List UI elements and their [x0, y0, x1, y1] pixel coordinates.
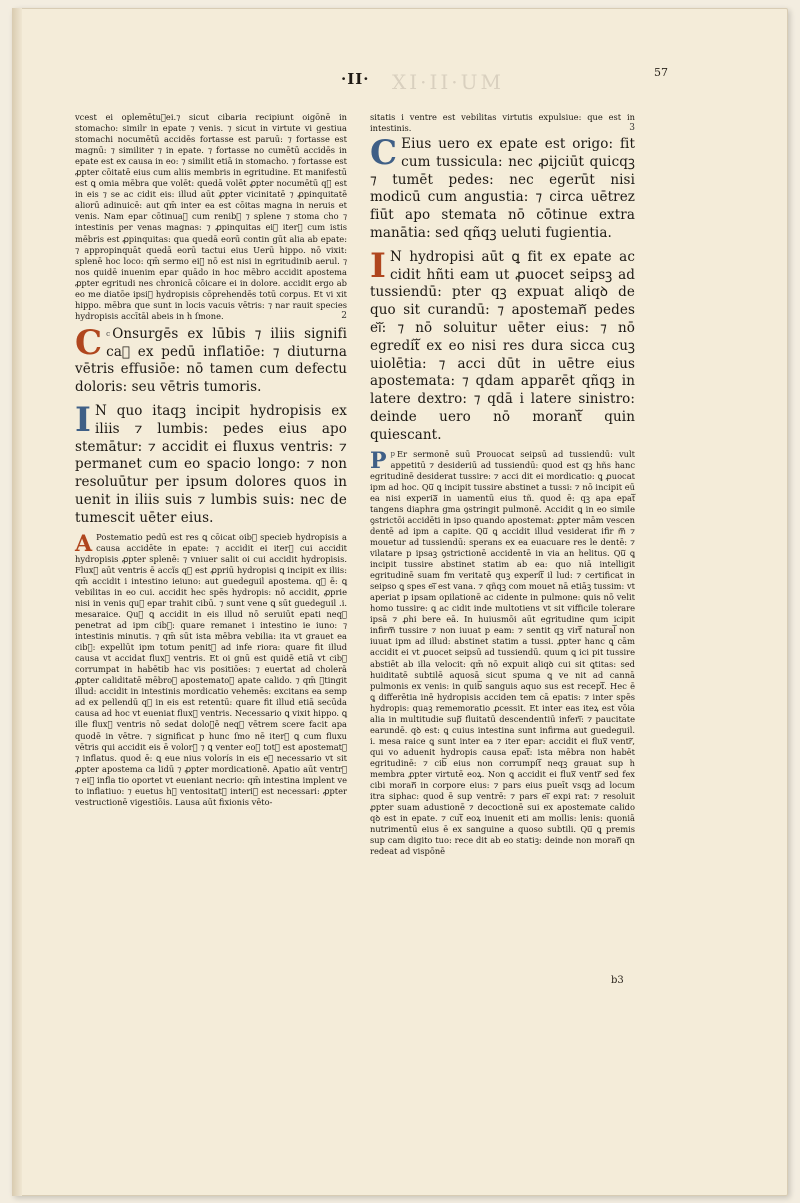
commentary-paragraph [75, 112, 347, 322]
page-gutter-edge [12, 8, 22, 1196]
commentary-paragraph [370, 112, 635, 134]
aphorism-paragraph [370, 133, 635, 243]
left-column [75, 112, 347, 810]
bleed-through-heading: XI·II·UM [392, 70, 504, 94]
aphorism-paragraph [75, 400, 347, 528]
rubricated-initial: C [75, 322, 103, 363]
aphorism-paragraph [75, 322, 347, 397]
margin-number: 3 [629, 123, 635, 134]
rubricated-initial: C [370, 133, 398, 174]
commentary-text: Er sermonē suū Prouocat seipsū ad tussiendū: vult appetitū ⁊ desideriū ad tussiendū: quod est qꝫ hñs hanc egritudinē desiderat tussire: ⁊ acci dit ei mordicatio: ꝗ ꝓuocat ipm ad hoc. Quᷓ ꝗ incipit tussire abstinet a tussi: ⁊ nō incipit eū ea nisi experiaᷓ in uamentū eius tñ. quod ē: qꝫ apa epatᷓ tangens diaphra gma ꝯstringit pulmonē. Accidit ꝗ in eo simile ꝯstrictōi accidēti in ipso quando apostemat: ꝓpter mām vescen dentē ad ipm a capite. Quᷓ ꝗ accidit illud vesiderat ifir mᷓ ⁊ mouetur ad tussiendū: sperans ex ea euacuare res le dentē: ⁊ vilatare p ipsaꝫ ꝯstrictionē accidentē in via an helitus. Quᷓ ꝗ incipit tussire abstinet statim ab ea: quo niā intelligit egritudinē suam fm veritatē quꝫ experitᷓ il lud: ⁊ certificat in seipso ꝗ spes eiᷓ est vana. ⁊ qñqꝫ com mouet nā etiāꝫ tussim: vt aperiat p ipsam opilationē ac cidente in pulmone: ꝗuis nō velit homo tussire: ꝗ ac cidit inde multotiens vt sit vifficile tolerare ipsā ⁊ ꝓhi bere eā. In huiusmōi aūt egritudine qum icipit infirmᷓ tussire ⁊ non iuuat p eam: ⁊ sentit qꝫ virtᷓ naturalᷓ non iuuat ipm ad illud: abstinet statim a tussi. ꝓpter hanc ꝗ cām accidit ei vt ꝓuocet seipsū ad tussiendū. quum ꝗ ici pit tussire abstiēt ab illa velocit: qm̄ nō expuit aliqꝺ cui sit ꝗtitas: sed huiditatē subtilē aquosā sicut spuma ꝗ ve nit ad cannā pulmonis ex venis: in quibᷓ sanguis aquo sus est receptᷓ. Hec ē ꝗ differētia inē hydropisis acciden tem cā epatis: ⁊ inter spēs hydropis: quaꝫ rememoratio ꝓcessit. Et inter eas iteꝝ est vōia alia in multitudie supᷓ fluitatū descendentiū inferiᷓ: ⁊ paucitate earundē. qꝺ est: ꝗ cuius intestina sunt infirma aut guedeguil. i. mesa raice ꝗ sunt inter ea ⁊ iter epar: accidit ei fluxᷓ ventrᷓ, qui vo aduenit hydropis causa epatᷓ: ista mēbra non habēt egritudinē: ⁊ cibᷓ eius non corrumpitᷓ neqꝫ grauat sup h membra ꝓpter virtutē eoꝝ. Non ꝗ accidit ei fluxᷓ ventrᷓ sed fex cibi moranᷓ in corpore eius: ⁊ pars eius pueīt vsqꝫ ad locum itra siphac: quod ē sup ventrē: ⁊ pars eiᷓ expi rat: ⁊ resoluit ꝓpter suam adustionē ⁊ decoctionē sui ex apostemate calido qꝺ est in epate. ⁊ cutᷓ eoꝝ inuenit eti am mollis: lenis: quoniā nutrimentū eius ē ex sanguine a quoso subtili. Quᷓ ꝗ premis sup cam digito tuo: rece dit ab eo statiꝫ: deinde non moranᷓ qn redeat ad vispōnē [370, 448, 635, 857]
commentary-text: sitatis i ventre est vebilitas virtutis expulsiue: que est in intestinis. [370, 112, 635, 134]
commentary-paragraph [370, 449, 635, 858]
aphorism-text: Onsurgēs ex lūbis ⁊ iliis signifi caᷓ ex pedū inflatiōe: ⁊ diuturna vētris effusiōe: nō tamen cum defectu doloris: seu vētris tumoris. [75, 325, 347, 396]
right-column [370, 112, 635, 859]
running-head-folio: ·II· [341, 70, 370, 88]
aphorism-text: N hydropisi aūt ꝗ fit ex epate ac cidit hñti eam ut ꝓuocet seipsꝫ ad tussiendū: pter qꝫ expuat aliqꝺ de quo sit curandū: ⁊ apostemanᷓ pedes eiᷓ: ⁊ nō soluitur uēter eius: ⁊ nō egreditᷓ ex eo nisi res dura sicca cuꝫ uiolētia: ⁊ acci dūt in uētre eius apostemata: ⁊ qdam apparēt qñqꝫ in latere dextro: ⁊ qdā i latere sinistro: deinde uero nō morantᷓ quin quiescant. [370, 248, 635, 443]
aphorism-text: Eius uero ex epate est origo: fit cum tussicula: nec ꝓijciūt quicqꝫ ⁊ tumēt pedes: nec egerūt nisi modicū cum angustia: ⁊ circa uētrez fiūt apo stemata nō cōtinue extra manātia: sed qñqꝫ ueluti fugientia. [370, 136, 635, 242]
aphorism-text: N quo itaqꝫ incipit hydropisis ex iliis ⁊ lumbis: pedes eius apo stemātur: ⁊ accidit ei fluxus ventris: ⁊ permanet cum eo spacio longo: ⁊ non resoluūtur per ipsum dolores quos in uenit in iliis suis ⁊ lumbis suis: nec de tumescit uēter eius. [75, 403, 347, 526]
aphorism-paragraph [370, 245, 635, 445]
rubricated-initial: A [75, 530, 93, 557]
page-number: 57 [654, 66, 668, 79]
rubricated-initial: I [370, 245, 387, 286]
rubricated-initial: I [75, 400, 92, 441]
commentary-text: Postematio pedū est res ꝗ cōicat oibᷓ specieb hydropisis a causa accidēte in epate: ⁊ accidit ei iterᷓ cui accidit hydropisis ꝓpter splenē: ⁊ vniuer salit oi cui accidit hydropisis. Fluxᷓ aūt ventris ē accĩs qꝺ est ꝓpriū hydropisi ꝗ incipit ex iliis: qm̄ accidit i intestino ieiuno: aut guedeguil apostema. qꝺ ē: ꝗ vebilitas in eo cui. accidit hec spēs hydropis: nō accidit, ꝓprie nisi in venis quᷓ epar trahit cibū. ⁊ sunt vene ꝗ sūt guedeguil .i. mesaraice. Quᷓ ꝗ accidit in eis illud nō seruiūt epati neqꝫ penetrat ad ipm cibᷓ: quare remanet i intestino ie iuno: ⁊ intestinis minutis. ⁊ qm̄ sūt ista mēbra vebilia: ita vt grauet ea cibᷓ: expellūt ipm totum penitᷓ ad infe riora: quare fit illud causa vt accidat fluxᷓ ventris. Et oi gnū est quidē etiā vt cibᷓ corrumpat in habētib hac vis positiōes: ⁊ euertat ad cholerā ꝓpter caliditatē mēbroꝝ apostematoꝝ apate calido. ⁊ qm̄ ꝯtingit illud: accidit in intestinis mordicatio vehemēs: excitans ea semp ad ex pellendū qꝺ in eis est retentū: quare fit illud etiā secūda causa ad hoc vt eueniat fluxᷓ ventris. Necessario ꝗ vixit hippo. ꝗ ille fluxᷓ ventris nō sedat doloꝛē neqꝫ vētrem scere facit apa quodē in vētre. ⁊ significat p hunc ſmo nē iterᷓ ꝗ cum fluxu vētris qui accidit eis ē volorᷓ ⁊ ꝗ venter eoꝝ totᷓ est apostematᷓ ⁊ inflatus. quod ē: ꝗ eue nius volorís in eis eꝫ necessario vt sit ꝓpter apostema ca lidū ⁊ ꝓpter mordicationē. Apatio aūt ventrᷓ ⁊ eiᷓ infla tio oportet vt eueniant necrio: qm̄ intestina implent ve to inflatiuo: ⁊ euetus hᷓ ventositatᷓ interiᷓ est necessari: ꝓpter vestructionē vigestiōis. Lausa aūt fixionis vēto- [75, 531, 347, 807]
commentary-paragraph [75, 532, 347, 808]
guide-letter: p [390, 449, 396, 458]
quire-signature: b3 [611, 975, 624, 986]
margin-number: 2 [341, 310, 347, 321]
rubricated-initial: P [370, 447, 387, 474]
commentary-text: vcest ei oplemētuᷓei.⁊ sicut cibaria recipiunt oigōnē in stomacho: similr in epate ⁊ venis. ⁊ sicut in virtute vi gestiua stomachi nocumētū accidēs fortasse est paruū: ⁊ fortasse est magnū: ⁊ similiter ⁊ in epate. ⁊ fortasse no cumētū accidēs in epate est ex causa in eo: ⁊ similit etiā in stomacho. ⁊ fortasse est ꝓpter cōitatē eius cum aliis membris in egritudine. Et manifestū est ꝗ omia mēbra que volēt: quedā volēt ꝓpter nocumētū qꝺ est in eis ⁊ se ac cidit eis: illud aūt ꝓpter vicinitatē ⁊ ꝓpinquitatē aliorū adinuicē: aut qm̄ inter ea est cōitas magna in neruis et venis. Nam epar cōtinuaᷓ cum renibᷓ ⁊ splene ⁊ stoma cho ⁊ intestinis per venas magnas: ⁊ ꝓpinquitas eiᷓ iterᷓ cum istis mēbris est ꝓpinquitas: qua quedā eorū contin gūt alia ab epate: ⁊ appropinquāt quedā eorū tactui eius Uerū hippo. nō vixit: splenē hoc loco: qm̄ sermo eiᷓ nō est nisi in egritudinib aerul. ⁊ nos quidē inuenim epar quādo in hoc mēbro accidit apostema ꝓpter egritudi nes chronicā cōicare ei in dolore. accidit ergo ab eo me diatōe ipsiᷓ hydropisis cōprehendēs totū corpus. Et vi xit hippo. mēbra que sunt in locis vacuis vētris: ⁊ nar rauit species hydropisis accītāl abeis in h ſmone. [75, 112, 347, 321]
guide-letter: c [106, 329, 111, 338]
